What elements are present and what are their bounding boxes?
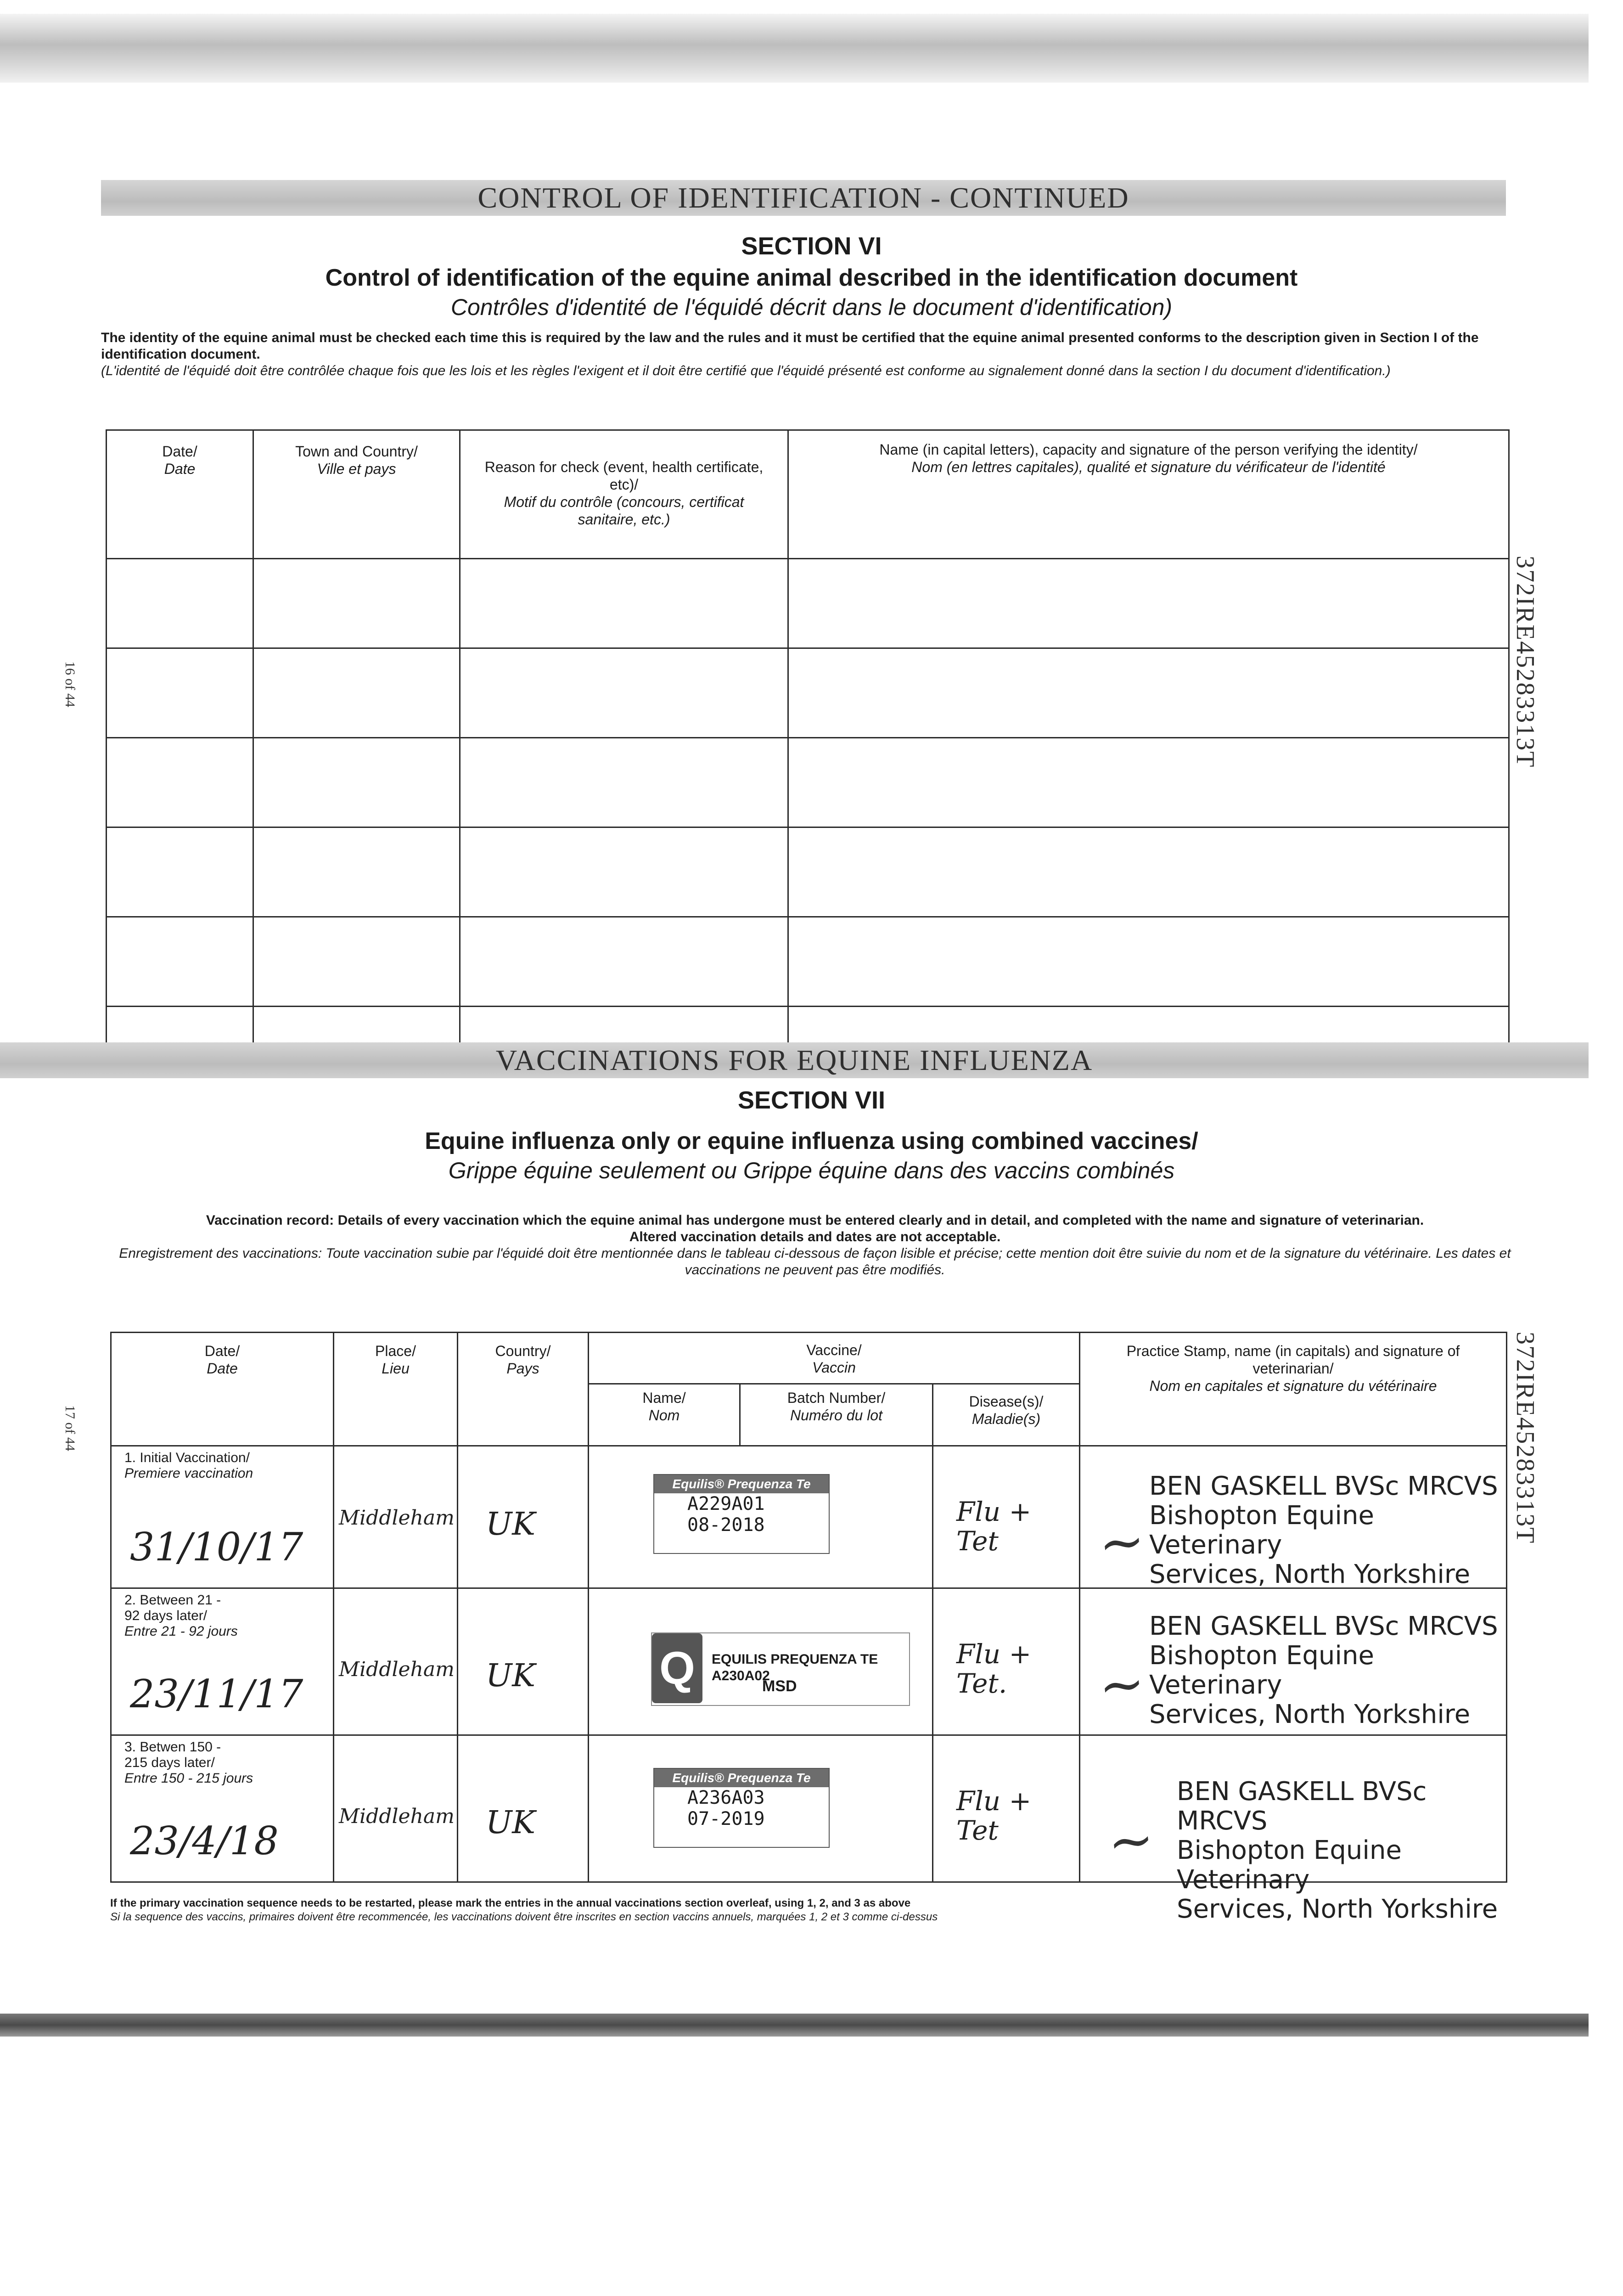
- row2-batch: A230A02: [712, 1668, 770, 1683]
- section7-note: [115, 1212, 1515, 1278]
- section6-band: [101, 180, 1506, 216]
- row3-disease-cell: [933, 1735, 1080, 1882]
- row1-label: [112, 1446, 333, 1481]
- section7-heading-fr: Grippe équine seulement ou Grippe équine dans des vaccins combinés: [448, 1158, 1175, 1183]
- row1-vet-stamp: [1149, 1472, 1506, 1589]
- id-col-town-fr: Ville et pays: [317, 461, 396, 477]
- id-col-verifier-en: Name (in capital letters), capacity and signature of the person verifying the identity/: [879, 441, 1418, 458]
- id-col-date-en: Date/: [162, 443, 197, 460]
- row3-place-cell: [334, 1735, 458, 1882]
- row3-label-en: 3. Betwen 150 - 215 days later/: [124, 1739, 221, 1770]
- row3-disease: Flu + Tet: [956, 1785, 1032, 1846]
- id-col-reason-fr: Motif du contrôle (concours, certificat sanitaire, etc.): [504, 494, 744, 528]
- section7-label: SECTION VII: [737, 1086, 886, 1114]
- table-row: [111, 1588, 1507, 1735]
- cell: [253, 827, 460, 917]
- cell: [460, 648, 788, 738]
- row1-stamp-line2: Bishopton Equine Veterinary: [1149, 1501, 1374, 1560]
- table-row: [111, 1446, 1507, 1588]
- cell: [107, 738, 253, 827]
- row3-batch: A236A03: [687, 1787, 765, 1808]
- row2-stamp-line1: BEN GASKELL BVSc MRCVS: [1149, 1611, 1498, 1641]
- table-row: [107, 827, 1509, 917]
- row1-vet-signature: ~: [1095, 1508, 1148, 1577]
- row1-place: Middleham: [339, 1506, 455, 1530]
- scan-shadow-top: [0, 14, 1589, 83]
- id-col-date-fr: Date: [164, 461, 196, 477]
- vac-col-name: [589, 1384, 740, 1446]
- cell: [788, 559, 1509, 648]
- row2-label-fr: Entre 21 - 92 jours: [124, 1624, 238, 1639]
- cell: [788, 648, 1509, 738]
- row2-stamp-line2: Bishopton Equine Veterinary: [1149, 1641, 1374, 1700]
- section7-note-fr: Enregistrement des vaccinations: Toute vaccination subie par l'équidé doit être mentionnée dans le tableau ci-dessous de façon lisible et précise; cette mention doit être suivie du nom et de la signature du vétérinaire. Les dates et vaccinations ne peuvent pas être modifiés.: [119, 1246, 1511, 1277]
- vac-col-stamp: [1080, 1333, 1507, 1446]
- vaccination-header-row: [111, 1333, 1507, 1384]
- vac-col-vaccine: [589, 1333, 1080, 1384]
- row1-disease: Flu + Tet: [956, 1496, 1032, 1557]
- row3-place: Middleham: [339, 1805, 455, 1828]
- row2-vaccine-cell: [589, 1588, 933, 1735]
- row3-stamp-line2: Bishopton Equine Veterinary: [1177, 1835, 1402, 1895]
- vac-col-place: [334, 1333, 458, 1446]
- row3-vaccine-cell: [589, 1735, 933, 1882]
- identification-header-row: [107, 430, 1509, 559]
- document-serial-upper: 372IRE45283313T: [1511, 556, 1539, 768]
- cell: [788, 738, 1509, 827]
- row3-stamp-cell: [1080, 1735, 1507, 1924]
- vac-col-batch: [740, 1384, 933, 1446]
- row1-vaccine-cell: [589, 1446, 933, 1588]
- document-serial-lower: 372IRE45283313T: [1511, 1332, 1539, 1544]
- scan-shadow-bottom: [0, 2014, 1589, 2037]
- id-col-verifier-fr: Nom (en lettres capitales), qualité et signature du vérificateur de l'identité: [911, 459, 1386, 475]
- row1-vaccine-sticker: [653, 1474, 830, 1554]
- row1-stamp-line1: BEN GASKELL BVSc MRCVS: [1149, 1471, 1498, 1501]
- row2-vaccine-name: EQUILIS PREQUENZA TE: [712, 1652, 878, 1667]
- table-row: [107, 559, 1509, 648]
- row2-vet-stamp: [1149, 1612, 1506, 1729]
- vac-col-batch-fr: Numéro du lot: [790, 1407, 882, 1424]
- vac-col-vaccine-fr: Vaccin: [812, 1359, 856, 1376]
- table-row: [111, 1735, 1507, 1882]
- row3-stamp-line1: BEN GASKELL BVSc MRCVS: [1177, 1777, 1427, 1836]
- id-col-reason-en: Reason for check (event, health certificate, etc)/: [484, 459, 764, 493]
- section6-intro: [101, 330, 1497, 379]
- cell: [460, 917, 788, 1007]
- row3-date: 23/4/18: [130, 1818, 279, 1863]
- vac-col-stamp-en: Practice Stamp, name (in capitals) and signature of veterinarian/: [1126, 1343, 1460, 1377]
- cell: [253, 648, 460, 738]
- row3-label: [112, 1736, 333, 1786]
- section6-intro-fr: (L'identité de l'équidé doit être contrôlée chaque fois que les lois et les règles l'exigent et il doit être certifié que l'équidé présenté est conforme au signalement donné dans la section I du document d'identification.): [101, 363, 1391, 378]
- row2-q-logo: Q: [652, 1633, 702, 1703]
- vac-col-place-en: Place/: [375, 1343, 416, 1359]
- row2-date: 23/11/17: [130, 1671, 303, 1716]
- id-col-town: [253, 430, 460, 559]
- row2-disease: Flu + Tet.: [956, 1638, 1032, 1699]
- row1-country-cell: [458, 1446, 589, 1588]
- row3-expiry: 07-2019: [687, 1808, 765, 1829]
- row2-stamp-cell: [1080, 1588, 1507, 1735]
- section7-note-en: Vaccination record: Details of every vaccination which the equine animal has undergone must be entered clearly and in detail, and completed with the name and signature of veterinarian.: [206, 1213, 1424, 1228]
- section6-heading-en: Control of identification of the equine animal described in the identification document: [325, 264, 1298, 291]
- vac-col-country-fr: Pays: [506, 1360, 539, 1377]
- vac-col-date: [111, 1333, 334, 1446]
- row2-brand: MSD: [762, 1677, 797, 1695]
- vac-col-country-en: Country/: [495, 1343, 551, 1359]
- vac-col-name-en: Name/: [642, 1390, 686, 1406]
- id-col-verifier: [788, 430, 1509, 559]
- cell: [253, 917, 460, 1007]
- section7-band: [0, 1042, 1589, 1078]
- vac-col-batch-en: Batch Number/: [787, 1390, 886, 1406]
- row2-label-en: 2. Between 21 - 92 days later/: [124, 1593, 221, 1623]
- cell: [788, 827, 1509, 917]
- vac-col-name-fr: Nom: [648, 1407, 680, 1424]
- row3-vaccine-sticker: [653, 1768, 830, 1848]
- row2-vaccine-label: [651, 1632, 910, 1706]
- row1-expiry: 08-2018: [687, 1514, 765, 1536]
- cell: [460, 827, 788, 917]
- row3-date-cell: [111, 1735, 334, 1882]
- row2-date-cell: [111, 1588, 334, 1735]
- section7-band-title: VACCINATIONS FOR EQUINE INFLUENZA: [495, 1044, 1093, 1076]
- row2-place: Middleham: [339, 1658, 455, 1681]
- row2-stamp-line3: Services, North Yorkshire: [1149, 1699, 1471, 1729]
- section7-note-en2: Altered vaccination details and dates are not acceptable.: [629, 1229, 1001, 1244]
- identification-table: [106, 429, 1510, 1051]
- row3-vet-signature: ~: [1105, 1807, 1157, 1875]
- vac-col-stamp-fr: Nom en capitales et signature du vétérinaire: [1149, 1378, 1437, 1394]
- row1-date-cell: [111, 1446, 334, 1588]
- id-col-date: [107, 430, 253, 559]
- row3-stamp-line3: Services, North Yorkshire: [1177, 1894, 1498, 1924]
- cell: [107, 648, 253, 738]
- vac-col-place-fr: Lieu: [382, 1360, 410, 1377]
- row1-country: UK: [486, 1506, 536, 1542]
- cell: [788, 917, 1509, 1007]
- cell: [107, 559, 253, 648]
- row1-disease-cell: [933, 1446, 1080, 1588]
- cell: [253, 559, 460, 648]
- row1-date: 31/10/17: [130, 1525, 303, 1570]
- cell: [107, 827, 253, 917]
- section6-label: SECTION VI: [741, 232, 882, 260]
- vac-col-vaccine-en: Vaccine/: [806, 1342, 862, 1358]
- section7-footnote: [110, 1896, 1511, 1924]
- cell: [460, 559, 788, 648]
- row3-label-fr: Entre 150 - 215 jours: [124, 1771, 253, 1786]
- section7-heading-en: Equine influenza only or equine influenza using combined vaccines/: [425, 1128, 1198, 1154]
- row3-country-cell: [458, 1735, 589, 1882]
- section6-band-title: CONTROL OF IDENTIFICATION - CONTINUED: [477, 181, 1129, 214]
- row1-vaccine-name: Equilis® Prequenza Te: [654, 1475, 829, 1493]
- vac-col-disease-en: Disease(s)/: [969, 1393, 1044, 1410]
- table-row: [107, 917, 1509, 1007]
- row2-place-cell: [334, 1588, 458, 1735]
- vac-col-disease-fr: Maladie(s): [972, 1411, 1041, 1427]
- row2-country-cell: [458, 1588, 589, 1735]
- row1-stamp-cell: [1080, 1446, 1507, 1588]
- id-col-reason: [460, 430, 788, 559]
- row1-label-en: 1. Initial Vaccination/: [124, 1450, 250, 1465]
- cell: [107, 917, 253, 1007]
- section6-intro-en: The identity of the equine animal must be checked each time this is required by the law and the rules and it must be certified that the equine animal presented conforms to the description given in Section I of the identification document.: [101, 330, 1479, 362]
- row1-place-cell: [334, 1446, 458, 1588]
- vac-col-date-en: Date/: [204, 1343, 240, 1359]
- footnote-fr: Si la sequence des vaccins, primaires doivent être recommencée, les vaccinations doivent être inscrites en section vaccins annuels, marquées 1, 2 et 3 comme ci-dessus: [110, 1911, 938, 1923]
- row2-country: UK: [486, 1658, 536, 1694]
- table-row: [107, 648, 1509, 738]
- footnote-en: If the primary vaccination sequence needs to be restarted, please mark the entries in the annual vaccinations section overleaf, using 1, 2, and 3 as above: [110, 1897, 911, 1909]
- row1-batch: A229A01: [687, 1493, 765, 1514]
- section6-heading-fr: Contrôles d'identité de l'équidé décrit dans le document d'identification): [450, 294, 1173, 320]
- row2-disease-cell: [933, 1588, 1080, 1735]
- row2-vet-signature: ~: [1095, 1651, 1148, 1719]
- row1-label-fr: Premiere vaccination: [124, 1466, 253, 1481]
- row3-country: UK: [486, 1805, 536, 1841]
- row3-vaccine-name: Equilis® Prequenza Te: [654, 1769, 829, 1787]
- row1-stamp-line3: Services, North Yorkshire: [1149, 1559, 1471, 1589]
- page-number-lower: 17 of 44: [62, 1405, 78, 1451]
- cell: [460, 738, 788, 827]
- vac-col-date-fr: Date: [207, 1360, 238, 1377]
- cell: [253, 738, 460, 827]
- id-col-town-en: Town and Country/: [295, 443, 418, 460]
- row2-label: [112, 1589, 333, 1639]
- vac-col-country: [458, 1333, 589, 1446]
- vac-col-disease: [933, 1384, 1080, 1446]
- page-number-upper: 16 of 44: [62, 661, 78, 707]
- table-row: [107, 738, 1509, 827]
